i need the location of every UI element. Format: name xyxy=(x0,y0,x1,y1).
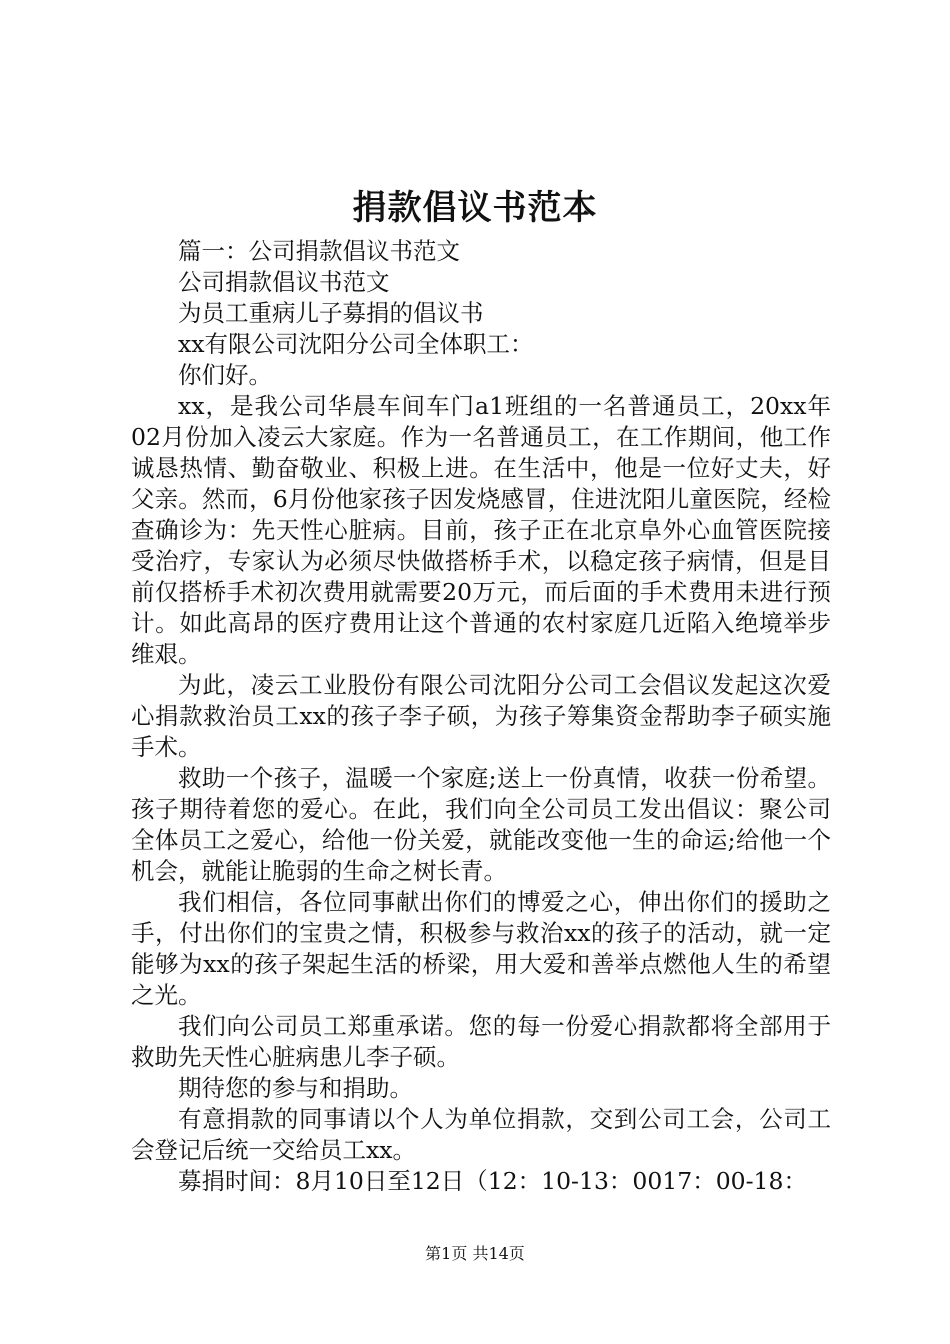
body-paragraph: 募捐时间：8月10日至12日（12：10-13：0017：00-18： xyxy=(178,1167,807,1195)
page-number-footer: 第1页 共14页 xyxy=(425,1244,525,1263)
body-paragraph: 我们向公司员工郑重承诺。您的每一份爱心捐款都将全部用于救助先天性心脏病患儿李子硕。 xyxy=(131,1012,831,1071)
body-paragraph: xx，是我公司华晨车间车门a1班组的一名普通员工，20xx年02月份加入凌云大家庭。作为一名普通员工，在工作期间，他工作诚恳热情、勤奋敬业、积极上进。在生活中，他是一位好丈夫，好父亲。然而，6月份他家孩子因发烧感冒，住进沈阳儿童医院，经检查确诊为：先天性心脏病。目前，孩子正在北京阜外心血管医院接受治疗，专家认为必须尽快做搭桥手术，以稳定孩子病情，但是目前仅搭桥手术初次费用就需要20万元，而后面的手术费用未进行预计。如此高昂的医疗费用让这个普通的农村家庭几近陷入绝境举步维艰。 xyxy=(131,392,831,668)
body-paragraph: 有意捐款的同事请以个人为单位捐款，交到公司工会，公司工会登记后统一交给员工xx。 xyxy=(131,1105,831,1164)
body-paragraph: 我们相信，各位同事献出你们的博爱之心，伸出你们的援助之手，付出你们的宝贵之情，积极参与救治xx的孩子的活动，就一定能够为xx的孩子架起生活的桥梁，用大爱和善举点燃他人生的希望之光。 xyxy=(131,888,831,1009)
document-title: 捐款倡议书范本 xyxy=(352,188,598,228)
body-paragraph: 为此，凌云工业股份有限公司沈阳分公司工会倡议发起这次爱心捐款救治员工xx的孩子李子硕，为孩子筹集资金帮助李子硕实施手术。 xyxy=(131,671,831,761)
letter-title: 为员工重病儿子募捐的倡议书 xyxy=(178,299,484,327)
document-body xyxy=(131,236,831,1197)
sub-heading: 公司捐款倡议书范文 xyxy=(178,268,390,296)
section-heading: 篇一：公司捐款倡议书范文 xyxy=(178,237,460,265)
body-paragraph: 救助一个孩子，温暖一个家庭;送上一份真情，收获一份希望。孩子期待着您的爱心。在此，我们向全公司员工发出倡议：聚公司全体员工之爱心，给他一份关爱，就能改变他一生的命运;给他一个机会，就能让脆弱的生命之树长青。 xyxy=(131,764,831,885)
salutation: xx有限公司沈阳分公司全体职工： xyxy=(178,330,534,358)
greeting: 你们好。 xyxy=(178,361,272,389)
body-paragraph: 期待您的参与和捐助。 xyxy=(178,1074,413,1102)
